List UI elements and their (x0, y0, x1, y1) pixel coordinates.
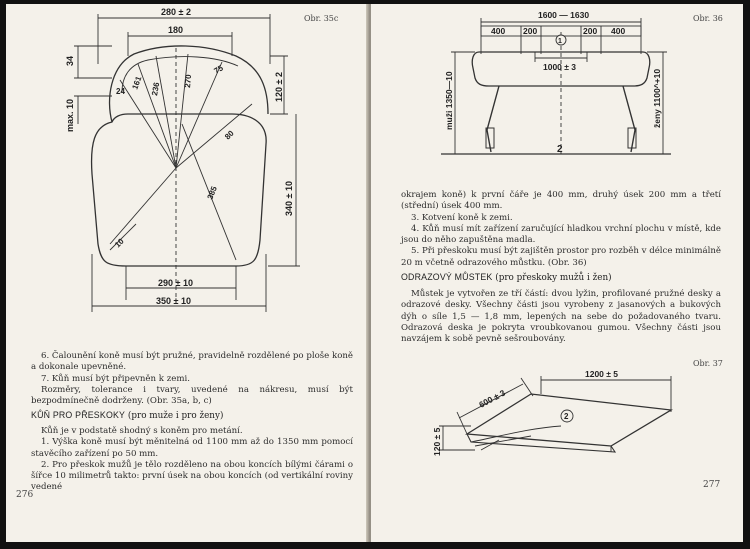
dim-seg-200b: 200 (583, 26, 598, 36)
dim-r161: 161 (130, 75, 144, 91)
heading-caps: ODRAZOVÝ MŮSTEK (401, 272, 493, 282)
dim-left-max10: max. 10 (65, 98, 75, 132)
callout-label-2: 2 (557, 144, 563, 155)
paragraph: Rozměry, tolerance i tvary, uvedené na nákresu, musí být bezpodmínečně dodrženy. (Obr. 35a, b, c) (31, 384, 353, 407)
dim-length-600: 600 ± 3 (477, 387, 507, 410)
dim-bottom-290: 290 ± 10 (158, 278, 193, 288)
heading-rest: (pro přeskoky mužů i žen) (492, 273, 612, 283)
figure-label-36: Obr. 36 (693, 14, 723, 23)
paragraph: Můstek je vytvořen ze tří částí: dvou lyžin, profilované pružné desky a odrazové desky. Všechny části jsou vyrobeny z jasanových a bukových dýh o síle 1,5 — 1,8 mm, lepených na sebe do požadovaného tvaru. Odrazová deska je pokryta vroubkovanou gumou. Všechny části jsou navzájem k sobě pevně sešroubovány. (401, 289, 721, 345)
dim-r270: 270 (183, 74, 194, 89)
paragraph: 7. Kůň musí být připevněn k zemi. (41, 373, 190, 384)
right-text-block-1 (401, 190, 721, 269)
dim-seg-400b: 400 (611, 26, 626, 36)
dim-height-women: ženy 1100^+10 (652, 68, 662, 128)
page-number-left: 276 (16, 490, 34, 500)
callout-label-2b: 2 (564, 412, 569, 421)
right-text-block-2 (401, 289, 721, 345)
left-text-block-1 (31, 351, 353, 407)
paragraph: Kůň je v podstatě shodný s koněm pro metání. (41, 426, 243, 436)
paragraph: 3. Kotvení koně k zemi. (411, 212, 513, 223)
heading-caps: KŮŇ PRO PŘESKOKY (31, 410, 126, 420)
dim-r385: 385 (205, 184, 219, 201)
heading-rest: (pro muže i pro ženy) (125, 411, 224, 421)
callout-label-1: 1 (558, 38, 562, 45)
right-page (371, 4, 743, 542)
section-heading-kun-pro-preskoky (31, 410, 223, 421)
paragraph: 5. Při přeskoku musí být zajištěn prostor pro rozběh v délce minimálně 20 m včetně odrazového můstku. (Obr. 36) (401, 246, 721, 268)
dim-bottom-350: 350 ± 10 (156, 296, 191, 306)
dim-r75: 75 (212, 63, 225, 76)
dim-seg-400a: 400 (491, 26, 506, 36)
paragraph: 2. Pro přeskok mužů je tělo rozděleno na obou koncích bílými čárami o šířce 10 milimetrů takto: první úsek na obou koncích (od vertikální roviny vedené (31, 459, 353, 493)
paragraph: 1. Výška koně musí být měnitelná od 1100 mm až do 1350 mm pomocí stavěcího zařízení po 50 mm. (31, 437, 353, 459)
dim-r10: 10 (113, 236, 126, 250)
paragraph: okrajem koně) k první čáře je 400 mm, druhý úsek 200 mm a třetí (střední) úsek 400 mm. (401, 190, 721, 212)
dim-length-1200: 1200 ± 5 (585, 369, 619, 379)
dim-top-total: 1600 — 1630 (538, 10, 590, 20)
dim-r24: 24 (116, 87, 125, 96)
dim-height-men: muži 1350—10 (444, 71, 454, 130)
dim-top-width: 280 ± 2 (161, 7, 191, 17)
left-text-block-2 (31, 426, 353, 494)
figure-label-37: Obr. 37 (693, 359, 723, 368)
dim-height-120: 120 ± 5 (432, 427, 442, 456)
dim-handle-gap: 1000 ± 3 (543, 62, 577, 72)
section-heading-odrazovy-mustek (401, 272, 612, 283)
dim-right-340: 340 ± 10 (284, 181, 294, 216)
dim-left-34: 34 (65, 55, 75, 66)
dim-r80: 80 (223, 128, 236, 142)
dim-right-120: 120 ± 2 (274, 72, 284, 102)
paragraph: 6. Čalounění koně musí být pružné, pravidelně rozdělené po ploše koně a dokonale upevněné. (31, 351, 353, 373)
dim-inner-width: 180 (168, 25, 184, 35)
paragraph: 4. Kůň musí mít zařízení zaručující hladkou vrchní plochu v místě, kde jsou do něho zapuštěna madla. (401, 223, 721, 246)
vaulting-horse-drawing (371, 4, 743, 174)
springboard-drawing (371, 366, 743, 486)
saddle-cross-section-drawing (6, 4, 369, 324)
figure-label-35c: Obr. 35c (304, 14, 339, 23)
left-page (6, 4, 369, 542)
dim-r236: 236 (150, 81, 162, 97)
page-number-right: 277 (703, 480, 721, 490)
dim-seg-200a: 200 (523, 26, 538, 36)
